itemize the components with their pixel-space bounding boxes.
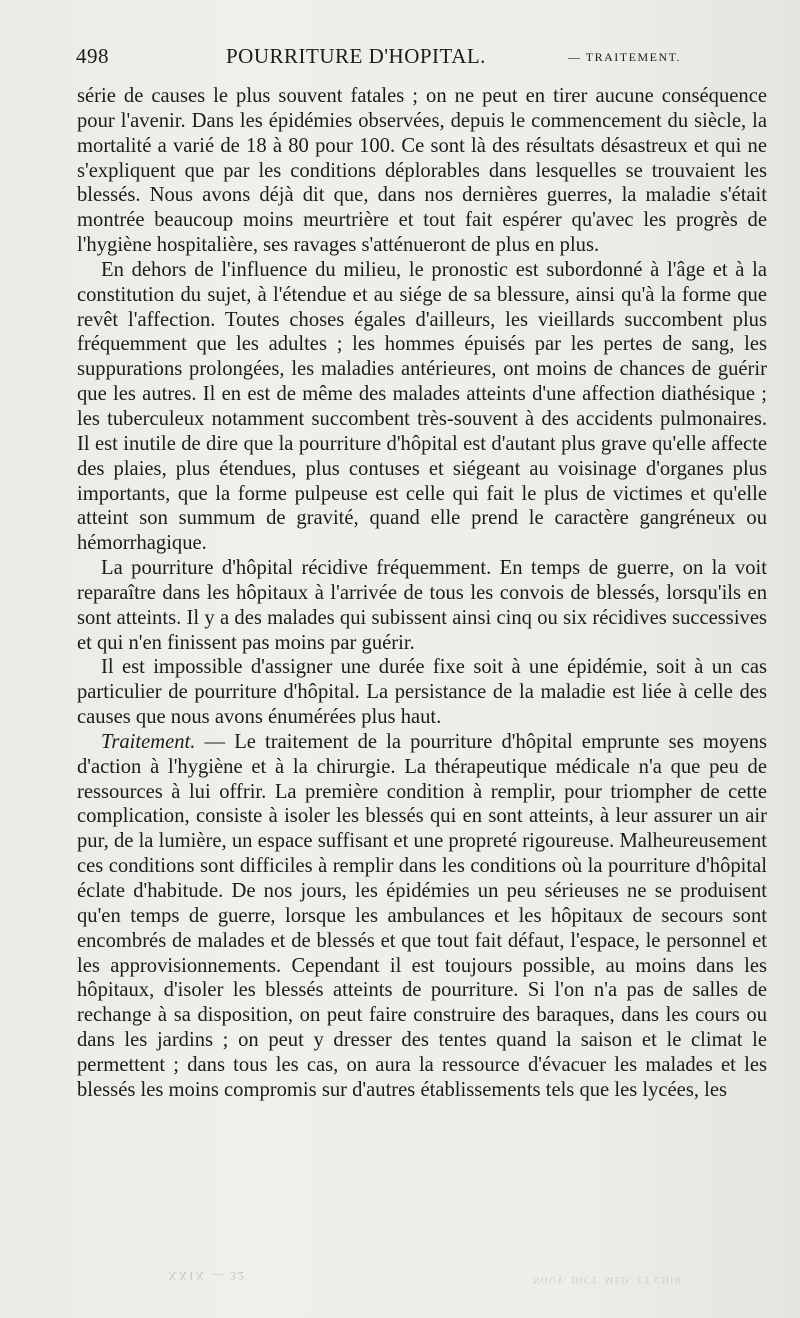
body-text xyxy=(77,84,767,1103)
running-title: POURRITURE D'HOPITAL. xyxy=(226,44,486,68)
paragraph: série de causes le plus souvent fatales ; on ne peut en tirer aucune conséquence pour l'avenir. Dans les épidémies observées, depuis le commencement du siècle, la mortalité a varié de 18 à 80 pour 100. Ce sont là des résultats désastreux et qui ne s'expliquent que par les conditions déplorables dans lesquelles se trouvaient les blessés. Nous avons déjà dit que, dans nos dernières guerres, la maladie s'était montrée beaucoup moins meurtrière et tout fait espérer qu'avec les progrès de l'hygiène hospitalière, ses ravages s'atténueront de plus en plus. xyxy=(77,85,767,257)
treatment-text: — Le traitement de la pourriture d'hôpital emprunte ses moyens d'action à l'hygiène et à la chirurgie. La thérapeutique médicale n'a que peu de ressources à lui offrir. La première condition à remplir, pour triompher de cette complication, consiste à isoler les blessés qui en sont atteints, à leur assurer un air pur, de la lumière, un espace suffisant et une propreté rigoureuse. Malheureusement ces conditions sont difficiles à remplir dans les conditions où la pourriture d'hôpital éclate d'habitude. De nos jours, les épidémies un peu sérieuses ne se produisent qu'en temps de guerre, lorsque les ambulances et les hôpitaux de secours sont encombrés de malades et de blessés et que tout fait défaut, l'espace, le personnel et les approvisionnements. Cependant il est toujours possible, au moins dans les hôpitaux, d'isoler les blessés atteints de pourriture. Si l'on n'a pas de salles de rechange à sa disposition, on peut faire construire des baraques, dans les cours ou dans les jardins ; on peut y dresser des tentes quand la saison et le climat le permettent ; dans tous les cas, on aura la ressource d'évacuer les malades et les blessés les moins compromis sur d'autres établissements tels que les lycées, les xyxy=(77,730,767,1101)
treatment-heading: Traitement. xyxy=(101,730,196,753)
imprint-line: NOUV. DICT. MÉD. ET CHIR. xyxy=(533,1275,687,1285)
paragraph: Il est impossible d'assigner une durée fixe soit à une épidémie, soit à un cas particulier de pourriture d'hôpital. La persistance de la maladie est liée à celle des causes que nous avons énumérées plus haut. xyxy=(77,656,767,729)
running-header xyxy=(76,44,766,74)
paragraph: La pourriture d'hôpital récidive fréquemment. En temps de guerre, on la voit reparaître dans les hôpitaux à l'arrivée de tous les convois de blessés, lorsqu'ils en sont atteints. Il y a des malades qui subissent ainsi cinq ou six récidives successives et qui n'en finissent pas moins par guérir. xyxy=(77,557,767,654)
signature-mark: XXIX — 32 xyxy=(168,1269,246,1283)
running-section: — TRAITEMENT. xyxy=(568,50,682,64)
paragraph: En dehors de l'influence du milieu, le pronostic est subordonné à l'âge et à la constitution du sujet, à l'étendue et au siége de sa blessure, ainsi qu'à la forme que revêt l'affection. Toutes choses égales d'ailleurs, les vieillards succombent plus fréquemment que les adultes ; les hommes épuisés par les pertes de sang, les suppurations prolongées, les maladies antérieures, ont moins de chances de guérir que les autres. Il en est de même des malades atteints d'une affection diathésique ; les tuberculeux notamment succombent très-souvent à des accidents pulmonaires. Il est inutile de dire que la pourriture d'hôpital est d'autant plus grave qu'elle affecte des plaies, plus étendues, plus contuses et siégeant au voisinage d'organes plus importants, que la forme pulpeuse est celle qui fait le plus de victimes et qu'elle atteint son summum de gravité, quand elle prend le caractère gangréneux ou hémorrhagique. xyxy=(77,258,767,555)
treatment-paragraph xyxy=(77,730,767,1103)
page-number: 498 xyxy=(76,44,109,68)
